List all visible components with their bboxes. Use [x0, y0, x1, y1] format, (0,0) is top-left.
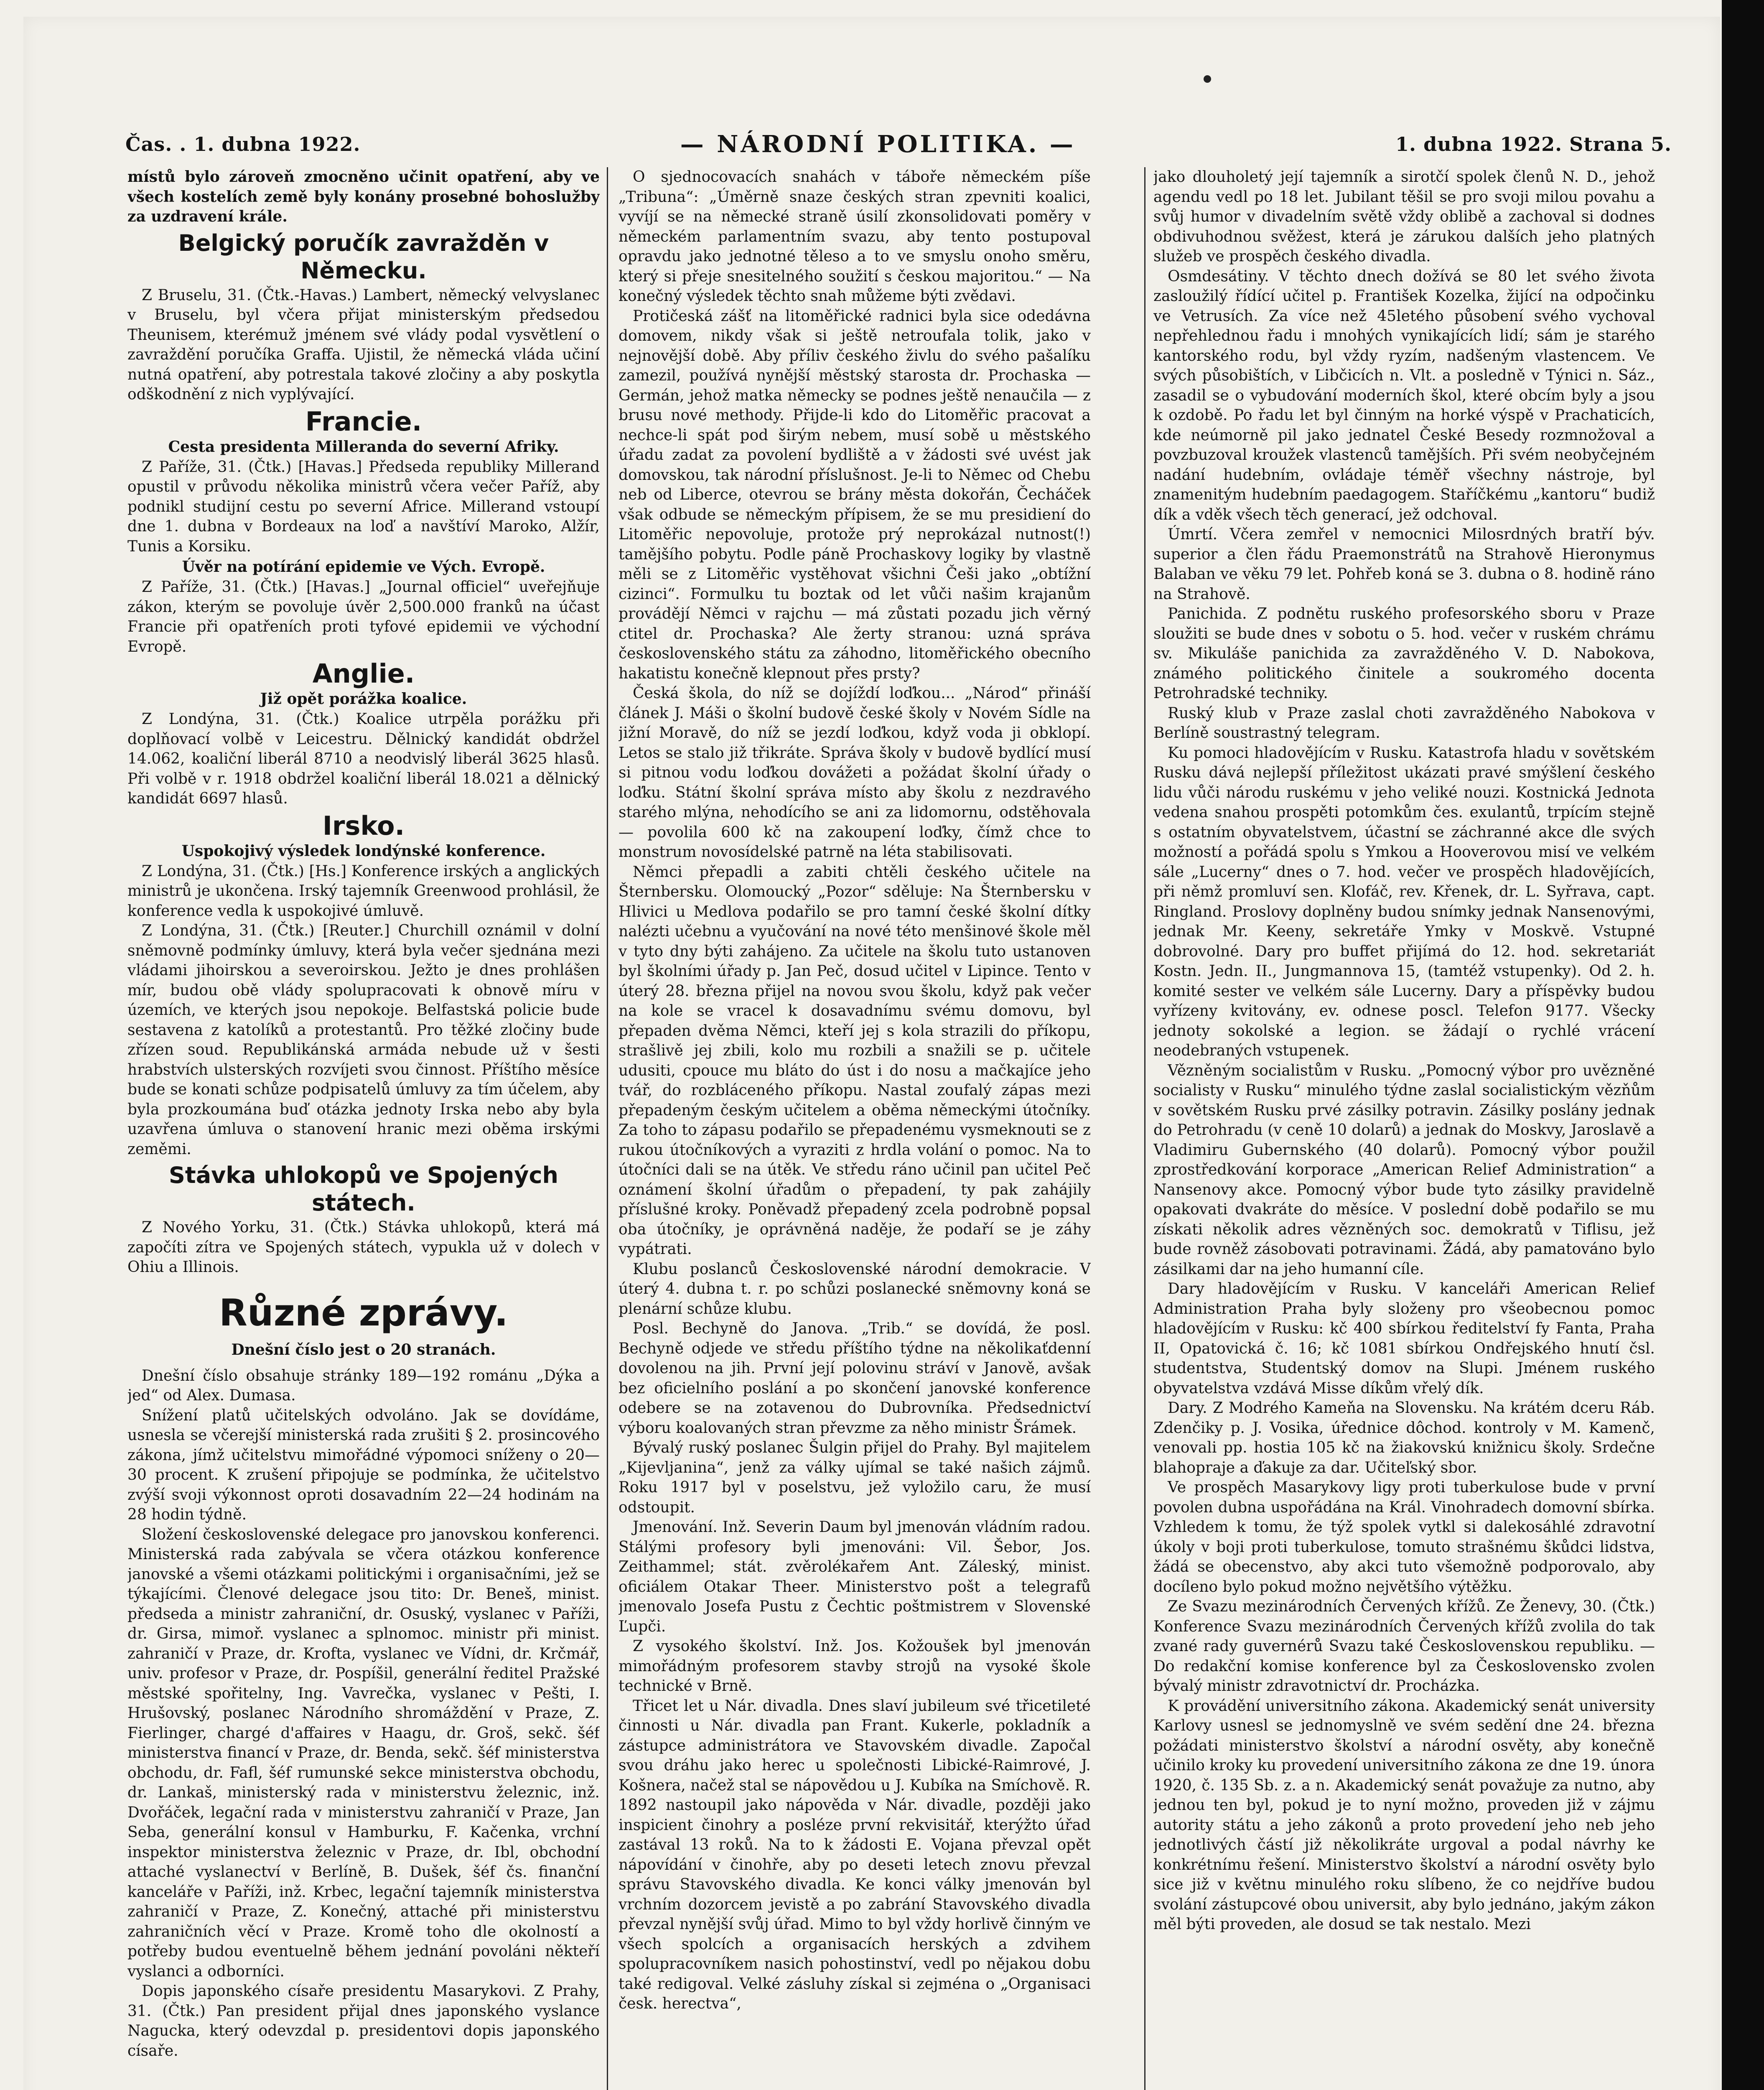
column-2 [619, 167, 1091, 2090]
article-text: jako dlouholetý její tajemník a sirotčí spolek členů N. D., jehož agendu vedl po 18 let. Jubilant těšil se pro svoji milou povahu a svůj humor v divadelním světě vždy oblibě a zachoval si dodnes obdivuhodnou svěžest, která je zárukou dalších jeho platných služeb ve prospěch českého divadla. [1153, 168, 1655, 265]
article-text: Panichida. Z podnětu ruského profesorského sboru v Praze sloužiti se bude dnes v sobotu o 5. hod. večer v ruském chrámu sv. Mikuláše panichida za zavražděného V. D. Nabokova, známého politického činitele a soukromého docenta Petrohradské techniky. [1153, 605, 1655, 702]
article-text: Z Londýna, 31. (Čtk.) [Reuter.] Churchill oznámil v dolní sněmovně podmínky úmluvy, která byla večer sjednána mezi vládami jihoirskou a severoirskou. Ježto je dnes prohlášen mír, budou obě vlády spolupracovati k obnově míru v územích, ve kterých jsou nepokoje. Belfastská policie bude sestavena z katolíků a protestantů. Pro těžké zločiny bude zřízen soud. Republikánská armáda nebude už v šesti hrabstvích ulsterských rozvíjeti svou činnost. Příštího měsíce bude se konati schůze podpisatelů úmluvy za tím účelem, aby byla prozkoumána buď otázka jednoty Irska nebo aby byla uzavřena úmluva o stanovení hranic mezi oběma irskými zeměmi. [127, 922, 600, 1158]
article-text: Vězněným socialistům v Rusku. „Pomocný výbor pro uvězněné socialisty v Rusku“ minulého týdne zaslal socialistickým vězňům v sovětském Rusku prvé zásilky potravin. Zásilky poslány jednak do Petrohradu (v ceně 10 dolarů) a jednak do Moskvy, Jaroslavě a Vladimiru Gubernského (40 dolarů). Pomocný výbor použil zprostředkování korporace „American Relief Administration“ a Nansenovy akce. Pomocný výbor bude tyto zásilky pravidelně opakovati dvakráte do měsíce. V poslední době podařilo se mu získati několik adres vězněných soc. demokratů v Tiflisu, jež bude rovněž zásobovati potravinami. Žádá, aby pamatováno bylo zásilkami dar na jeho humanní cíle. [1153, 1062, 1655, 1278]
masthead-date-page: 1. dubna 1922. Strana 5. [1395, 133, 1672, 155]
article-headline: Belgický poručík zavražděn v Německu. [178, 229, 549, 284]
masthead-date-left: Čas. . 1. dubna 1922. [125, 133, 361, 155]
article-text: Složení československé delegace pro janovskou konferenci. Ministerská rada zabývala se včera otázkou konference janovské a všemi otázkami politickými i organisačními, jež se týkajícími. Členové delegace jsou tito: Dr. Beneš, minist. předseda a ministr zahraniční, dr. Osuský, vyslanec v Paříži, dr. Girsa, mimoř. vyslanec a splnomoc. ministr při minist. zahraničí v Praze, dr. Krofta, vyslanec ve Vídni, dr. Krčmář, univ. profesor v Praze, dr. Pospíšil, generální ředitel Pražské městské spořitelny, Ing. Vavrečka, vyslanec v Pešti, I. Hrušovský, poslanec Národního shromáždění v Praze, Z. Fierlinger, chargé d'affaires v Haagu, dr. Groš, sekč. šéf ministerstva financí v Praze, dr. Benda, sekč. šéf ministerstva obchodu, dr. Fafl, šéf rumunské sekce ministerstva obchodu, dr. Lankaš, ministerský rada v ministerstvu železnic, inž. Dvořáček, legační rada v ministerstvu zahraničí v Praze, Jan Seba, generální konsul v Hamburku, F. Kačenka, vrchní inspektor ministerstva železnic v Praze, dr. Ibl, obchodní attaché vyslanectví v Berlíně, B. Dušek, šéf čs. finanční kanceláře v Paříži, inž. Krbec, legační tajemník ministerstva zahraničí v Praze, Z. Konečný, attaché při ministerstvu zahraničních věcí v Praze. Kromě toho dle okolností a potřeby budou eventuelně během jednání povoláni někteří vyslanci a odborníci. [127, 1526, 600, 1980]
punch-hole [1204, 75, 1211, 83]
article-text: Z Londýna, 31. (Čtk.) Koalice utrpěla porážku při doplňovací volbě v Leicestru. Dělnický kandidát obdržel 14.062, koaliční liberál 8710 a neodvislý liberál 3625 hlasů. Při volbě v r. 1918 obdržel koaliční liberál 18.021 a dělnický kandidát 6697 hlasů. [127, 711, 600, 807]
article-text: Ku pomoci hladovějícím v Rusku. Katastrofa hladu v sovětském Rusku dává nejlepší příležitost ukázati pravé smýšlení českého lidu vůči národu ruskému v jeho veliké nouzi. Kostnická Jednota vedena snahou prospěti potomkům čes. exulantů, trpícím stejně s ostatním obyvatelstvem, účastní se záchranné akce dle svých možností a pořádá spolu s Ymkou a Hooverovou misí ve velkém sále „Lucerny“ dnes o 7. hod. večer ve prospěch hladovějících, při němž promluví sen. Klofáč, rev. Křenek, dr. L. Syřrava, capt. Ringland. Proslovy doplněny budou snímky jednak Nansenovými, jednak Mr. Keeny, sekretáře Ymky v Moskvě. Vstupné dobrovolné. Dary pro buffet přijímá do 12. hod. sekretariát Kostn. Jedn. II., Jungmannova 15, (tamtéž vstupenky). Od 2. h. komité sester ve velkém sále Lucerny. Dary a příspěvky budou vyřízeny kvitovány, ev. odnese poscl. Telefon 9177. Všecky jednoty sokolské a legion. se žádají o rychlé vrácení neodebraných vstupenek. [1153, 744, 1655, 1059]
article-text: Úmrtí. Včera zemřel v nemocnici Milosrdných bratří býv. superior a člen řádu Praemonstrátů na Strahově Hieronymus Balaban ve věku 79 let. Pohřeb koná se 3. dubna o 8. hodině ráno na Strahově. [1153, 526, 1655, 603]
column-rule [1144, 167, 1145, 2090]
column-1 [127, 167, 600, 2090]
article-text: Dary. Z Modrého Kameňa na Slovensku. Na krátém dceru Ráb. Zdenčiky p. J. Vosika, úřednice dôchod. kontroly v M. Kamenč, venovali pp. hostia 105 kč na žiakovskú knižnicu školy. Srdečne blahopraje a ďakuje za dar. Učiteľský sbor. [1153, 1399, 1655, 1476]
masthead-title: — NÁRODNÍ POLITIKA. — [680, 130, 1076, 158]
article-text: Z Bruselu, 31. (Čtk.-Havas.) Lambert, německý velvyslanec v Bruselu, byl včera přijat ministerským předsedou Theunisem, kterémuž jménem své vlády podal vysvětlení o zavraždění poručíka Graffa. Ujistil, že německá vláda učiní nutná opatření, aby potrestala takové zločiny a aby poskytla odškodnění z nich vyplývající. [127, 286, 600, 403]
article-subheading: Již opět porážka koalice. [260, 690, 467, 708]
article-text: Dnešní číslo obsahuje stránky 189—192 románu „Dýka a jed“ od Alex. Dumasa. [127, 1367, 600, 1404]
column-3 [1153, 167, 1655, 2090]
article-text: Osmdesátiny. V těchto dnech dožívá se 80 let svého života zasloužilý řídící učitel p. František Kozelka, žijící na odpočinku ve Vetrusích. Za více než 45letého působení svého vychoval nepřehlednou řadu i mnohých vynikajících lidí; sám je starého kantorského rodu, byl vždy ryzím, nadšeným vlastencem. Ve svých působištích, v Libčicích n. Vlt. a posledně v Týnici n. Sáz., zasadil se o vybudování moderních škol, které obcím byly a jsou k ozdobě. Po řadu let byl činným na horké výspě v Prachaticích, kde neúmorně pil jako jednatel České Besedy rozmnožoval a povzbuzoval kroužek vlastenců tamějších. Při svém neobyčejném nadání hudebním, ovládaje téměř všechny nástroje, byl znamenitým hudebním paedagogem. Staříčkému „kantoru“ budiž dík a vděk všech těch generací, jež odchoval. [1153, 268, 1655, 523]
section-heading: Irsko. [322, 810, 405, 841]
masthead [125, 121, 1672, 167]
article-text: místů bylo zároveň zmocněno učinit opatření, aby ve všech kostelích země byly konány prosebné bohoslužby za uzdravení krále. [127, 168, 600, 225]
article-headline: Stávka uhlokopů ve Spojených státech. [169, 1162, 558, 1216]
scan-edge-right [1722, 0, 1764, 2090]
article-text: Z Nového Yorku, 31. (Čtk.) Stávka uhlokopů, která má započíti zítra ve Spojených státech, vypukla už v dolech v Ohiu a Illinois. [127, 1219, 600, 1276]
article-text: Dopis japonského císaře presidentu Masarykovi. Z Prahy, 31. (Čtk.) Pan president přijal dnes japonského vyslance Nagucka, který odevzdal p. presidentovi dopis japonského císaře. [127, 1983, 600, 2059]
article-subheading: Cesta presidenta Milleranda do severní Afriky. [168, 438, 559, 456]
article-text: Klubu poslanců Československé národní demokracie. V úterý 4. dubna t. r. po schůzi poslanecké sněmovny koná se plenární schůze klubu. [619, 1260, 1091, 1318]
article-text: K provádění universitního zákona. Akademický senát university Karlovy usnesl se jednomyslně ve svém sedění dne 24. března požádati ministerstvo školství a národní osvěty, aby konečně učinilo kroky ku provedení universitního zákona ze dne 19. února 1920, č. 135 Sb. z. a n. Akademický senát považuje za nutno, aby jednou ten byl, pokud je to nyní možno, proveden již v zájmu autority státu a jeho zákonů a proto provedení jeho neb jeho jednotlivých částí již několikráte urgoval a podal návrhy ke konkrétnímu řešení. Ministerstvo školství a národní osvěty bylo sice již v květnu minulého roku slíbeno, že co nejdříve budou svolání zástupcové obou universit, aby bylo jednáno, jakým zákon měl býti proveden, ale dosud se tak nestalo. Mezi [1153, 1697, 1655, 1933]
section-note: Dnešní číslo jest o 20 stranách. [231, 1341, 496, 1358]
article-text: Z Londýna, 31. (Čtk.) [Hs.] Konference irských a anglických ministrů je ukončena. Irský tajemník Greenwood prohlásil, že konference vedla k uspokojivé úmluvě. [127, 862, 600, 920]
article-text: Z vysokého školství. Inž. Jos. Kožoušek byl jmenován mimořádným profesorem stavby strojů na vysoké škole technické v Brně. [619, 1638, 1091, 1695]
article-text: Z Paříže, 31. (Čtk.) [Havas.] „Journal officiel“ uveřejňuje zákon, kterým se povoluje úvěr 2,500.000 franků na účast Francie při opatřeních proti tyfové epidemii ve východní Evropě. [127, 579, 600, 655]
article-subheading: Úvěr na potírání epidemie ve Vých. Evropě. [182, 558, 545, 576]
article-text: Němci přepadli a zabiti chtěli českého učitele na Šternbersku. Olomoucký „Pozor“ sděluje: Na Šternbersku v Hlivici u Medlova podařilo se pro tamní české školní dítky nalézti učebnu a vyučování na nové této menšinové škole měl v tyto dny býti zahájeno. Za učitele na školu tuto ustanoven byl školními úřady p. Jan Peč, dosud učitel v Lipince. Tento v úterý 28. března přijel na novou svou školu, když pak večer na kole se vracel k dosavadnímu svému domovu, byl přepaden dvěma Němci, kteří jej s kola strazili do příkopu, strašlivě jej zbili, kolo mu rozbili a snažili se p. učitele udusiti, cpouce mu bláto do úst i do nosu a mačkajíce jeho tvář, do rozbláceného příkopu. Nastal zoufalý zápas mezi přepadeným českým učitelem a oběma německými útočníky. Za toho to zápasu podařilo se přepadenému vysmeknouti se z rukou útočníkových a vyraziti z hrdla volání o pomoc. Na to útočníci dali se na útěk. Ve středu ráno učinil pan učitel Peč oznámení školní úřadům o přepadení, ty pak zahájily příslušné kroky. Poněvadž přepadený zcela podrobně popsal oba útočníky, je oprávněná naděje, že podaří se je záhy vypátrati. [619, 863, 1091, 1258]
article-text: Ze Svazu mezinárodních Červených křížů. Ze Ženevy, 30. (Čtk.) Konference Svazu mezinárodních Červených křížů zvolila do tak zvané rady guvernérů Svazu také Československou republiku. — Do redakční komise konference byl za Československo zvolen bývalý ministr zdravotnictví dr. Procházka. [1153, 1598, 1655, 1695]
article-text: Bývalý ruský poslanec Šulgin přijel do Prahy. Byl majitelem „Kijevljanina“, jenž za války ujímal se také našich zájmů. Roku 1917 byl v poselstvu, jež vyložilo caru, že musí odstoupit. [619, 1439, 1091, 1516]
article-subheading: Uspokojivý výsledek londýnské konference. [181, 842, 546, 860]
article-text: Ruský klub v Praze zaslal choti zavražděného Nabokova v Berlíně soustrastný telegram. [1153, 704, 1655, 742]
section-title: Různé zprávy. [219, 1291, 508, 1334]
section-heading: Francie. [305, 406, 422, 437]
article-text: Posl. Bechyně do Janova. „Trib.“ se dovídá, že posl. Bechyně odjede ve středu příštího týdne na několikaťdenní dovolenou na jih. První její polovinu stráví v Janově, avšak bez oficielního poslání a po skončení janovské konference odebere se na zotavenou do Dubrovníka. Předsednictví výboru koalovaných stran převzme za něho ministr Šrámek. [619, 1320, 1091, 1437]
article-text: Z Paříže, 31. (Čtk.) [Havas.] Předseda republiky Millerand opustil v průvodu několika ministrů včera večer Paříž, aby podnikl studijní cestu po severní Africe. Millerand vstoupí dne 1. dubna v Bordeaux na loď a navštíví Maroko, Alžír, Tunis a Korsiku. [127, 458, 600, 555]
article-text: Ve prospěch Masarykovy ligy proti tuberkulose bude v první povolen dubna uspořádána na Král. Vinohradech domovní sbírka. Vzhledem k tomu, že týž spolek vytkl si dalekosáhlé zdravotní úkoly v boji proti tuberkulose, tomuto strašnému škůdci lidstva, žádá se obecenstvo, aby akci tuto všemožně podporovalo, aby docíleno bylo pokud možno největšího výtěžku. [1153, 1479, 1655, 1596]
column-rule [607, 167, 608, 2090]
section-heading: Anglie. [312, 658, 415, 689]
article-text: O sjednocovacích snahách v táboře německém píše „Tribuna“: „Úměrně snaze českých stran zpevniti koalici, vyvíjí se na německé straně úsilí zkonsolidovati poměry v německém parlamentním svazu, aby tento postupoval opravdu jako jednotné těleso a to ve smyslu onoho směru, který si přeje snesitelného soužití s českou majoritou.“ — Na konečný výsledek těchto snah můžeme býti zvědavi. [619, 168, 1091, 305]
article-text: Třicet let u Nár. divadla. Dnes slaví jubileum své třicetileté činnosti u Nár. divadla pan Frant. Kukerle, pokladník a zástupce administrátora ve Stavovském divadle. Započal svou dráhu jako herec u společnosti Libické-Raimrové, J. Košnera, načež stal se nápovědou u J. Kubíka na Smíchově. R. 1892 nastoupil jako nápověda v Nár. divadle, později jako inspicient činohry a posléze první rekvisitář, kterýžto úřad zastával 13 roků. Na to k žádosti E. Vojana převzal opět nápovídání v činohře, aby po deseti letech znovu převzal správu Stavovského divadla. Ke konci války jmenován byl vrchním dozorcem jevistě a po zabrání Stavovského divadla převzal nynější svůj úřad. Mimo to byl vždy horlivě činným ve všech spolcích a organisacích herských a zdvihem spolupracovníkem nasich pohostinství, vedl po nějakou dobu také redigoval. Velké zásluhy získal si zejména o „Organisaci česk. herectva“, [619, 1697, 1091, 2012]
article-text: Protičeská zášť na litoměřické radnici byla sice odedávna domovem, nikdy však si ještě netroufala tolik, jako v nejnovější době. Aby příliv českého živlu do svého pašalíku zamezil, používá nynější městský starosta dr. Prochaska — Germán, jehož matka německy se podnes ještě nenaučila — z brusu nové methody. Přijde-li kdo do Litoměřic pracovat a nechce-li spát pod širým nebem, musí sobě u městského úřadu zadat za povolení bydliště a v žádosti své uvést jak domovskou, tak národní příslušnost. Je-li to Němec od Chebu neb od Liberce, otevrou se brány města dokořán, Čecháček však odbude se německým přípisem, že se mu presidiení do Litoměřic nepovoluje, protože prý neprokázal nutnost(!) tamějšího pobytu. Podle páně Prochaskovy logiky by vlastně měli se z Litoměřic vystěhovat všichni Češi jako „obtížní cizinci“. Formulku tu boztak od let vůči našim krajanům provádějí Němci v rajchu — má zůstati pozadu jich věrný ctitel dr. Prochaska? Ale žerty stranou: uzná správa československého státu za záhodno, litoměřického obecního hakatistu konečně klepnout přes prsty? [619, 307, 1091, 682]
article-text: Dary hladovějícím v Rusku. V kanceláři American Relief Administration Praha byly složeny pro všeobecnou pomoc hladovějícím v Rusku: kč 400 sbírkou ředitelství fy Fanta, Praha II, Opatovická č. 16; kč 1081 sbírkou Ondřejského hnutí čsl. studentstva, Studentský domov na Slupi. Jménem ruského obyvatelstva vzdává Misse díkům vřelý dík. [1153, 1280, 1655, 1397]
article-text: Snížení platů učitelských odvoláno. Jak se dovídáme, usnesla se včerejší ministerská rada zrušiti § 2. prosincového zákona, jímž učitelstvu mimořádné výpomoci sníženy o 20—30 procent. K zrušení připojuje se podmínka, že učitelstvo zvýší svoji výkonnost oproti dosavadním 22—24 hodinám na 28 hodin týdně. [127, 1407, 600, 1523]
article-text: Jmenování. Inž. Severin Daum byl jmenován vládním radou. Stálými profesory byli jmenováni: Vil. Šebor, Jos. Zeithammel; stát. zvěrolékařem Ant. Záleský, minist. oficiálem Otakar Theer. Ministerstvo pošt a telegrafů jmenovalo Josefa Pustu z Čechtic poštmistrem v Slovenské Ľupči. [619, 1519, 1091, 1635]
article-text: Česká škola, do níž se dojíždí loďkou... „Národ“ přináší článek J. Máši o školní budově české školy v Novém Sídle na jižní Moravě, do níž se jezdí loďkou, když voda ji obklopí. Letos se stalo již třikráte. Správa školy v budově bydlící musí si pitnou vodu loďkou dovážeti a požádat školní úřady o loďku. Státní školní správa místo aby školu z nezdravého starého mlýna, nehodícího se ani za lidomornu, odstěhovala — povolila 600 kč na zakoupení loďky, čímž chce to monstrum novosídelské patrně na léta stabilisovati. [619, 685, 1091, 861]
